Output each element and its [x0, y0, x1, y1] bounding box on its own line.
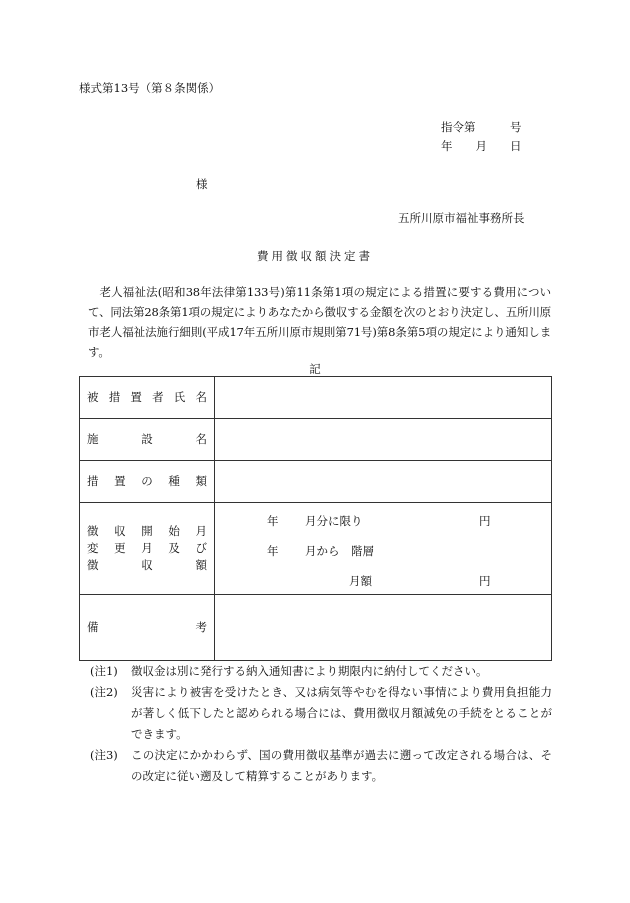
note-number: (注1)	[90, 664, 118, 678]
table-row	[80, 377, 552, 419]
label-facility-name	[80, 419, 215, 461]
measure-type-field[interactable]	[215, 461, 552, 503]
note-item	[90, 661, 552, 682]
justified-label-line: 徴 収 開 始 月	[87, 524, 207, 538]
note-number: (注3)	[90, 748, 118, 762]
line1-year: 年	[267, 514, 279, 528]
label-collection-details	[80, 503, 215, 595]
table-row	[80, 461, 552, 503]
decision-table	[79, 376, 552, 661]
issuer-name: 五所川原市福祉事務所長	[398, 211, 525, 225]
line2-year: 年	[267, 544, 279, 558]
justified-label: 被 措 置 者 氏 名	[87, 390, 207, 404]
label-remarks	[80, 595, 215, 661]
table-row	[80, 595, 552, 661]
label-measure-type	[80, 461, 215, 503]
facility-name-field[interactable]	[215, 419, 552, 461]
line3-yen: 円	[479, 574, 491, 588]
table-row	[80, 503, 552, 595]
line3-text: 月額	[349, 574, 372, 588]
issue-date: 年 月 日	[441, 139, 522, 153]
line1-yen: 円	[479, 514, 491, 528]
reference-number: 指令第 号	[441, 120, 522, 134]
line2-text: 月から 階層	[305, 544, 374, 558]
justified-label: 措 置 の 種 類	[87, 474, 207, 488]
document-title: 費用徴収額決定書	[257, 249, 373, 263]
ki-mark: 記	[309, 362, 321, 376]
justified-label-line: 変 更 月 及 び	[87, 541, 207, 555]
line1-text: 月分に限り	[305, 514, 363, 528]
notes-section	[90, 661, 552, 787]
justified-label: 備 考	[87, 620, 207, 634]
label-recipient-name	[80, 377, 215, 419]
note-number: (注2)	[90, 685, 118, 699]
note-item	[90, 745, 552, 787]
note-text: 災害により被害を受けたとき、又は病気等やむを得ない事情により費用負担能力が著しく低下したと認められる場合には、費用徴収月額減免の手続をとることができます。	[131, 685, 552, 741]
note-text: この決定にかかわらず、国の費用徴収基準が過去に遡って改定される場合は、その改定に従い遡及して精算することがあります。	[131, 748, 552, 783]
note-text: 徴収金は別に発行する納入通知書により期限内に納付してください。	[131, 664, 488, 678]
recipient-name-field[interactable]	[215, 377, 552, 419]
justified-label-line: 徴 収 額	[87, 558, 207, 572]
justified-label: 施 設 名	[87, 432, 207, 446]
body-text: 老人福祉法(昭和38年法律第133号)第11条第1項の規定による措置に要する費用について、同法第28条第1項の規定によりあなたから徴収する金額を次のとおり決定し、五所川原市老人福祉法施行細則(平成17年五所川原市規則第71号)第8条第5項の規定により通知します。	[88, 285, 551, 359]
remarks-field[interactable]	[215, 595, 552, 661]
collection-details-field[interactable]	[215, 503, 552, 595]
form-number: 様式第13号（第８条関係）	[79, 81, 221, 95]
addressee: 様	[196, 177, 208, 191]
note-item	[90, 682, 552, 745]
table-row	[80, 419, 552, 461]
